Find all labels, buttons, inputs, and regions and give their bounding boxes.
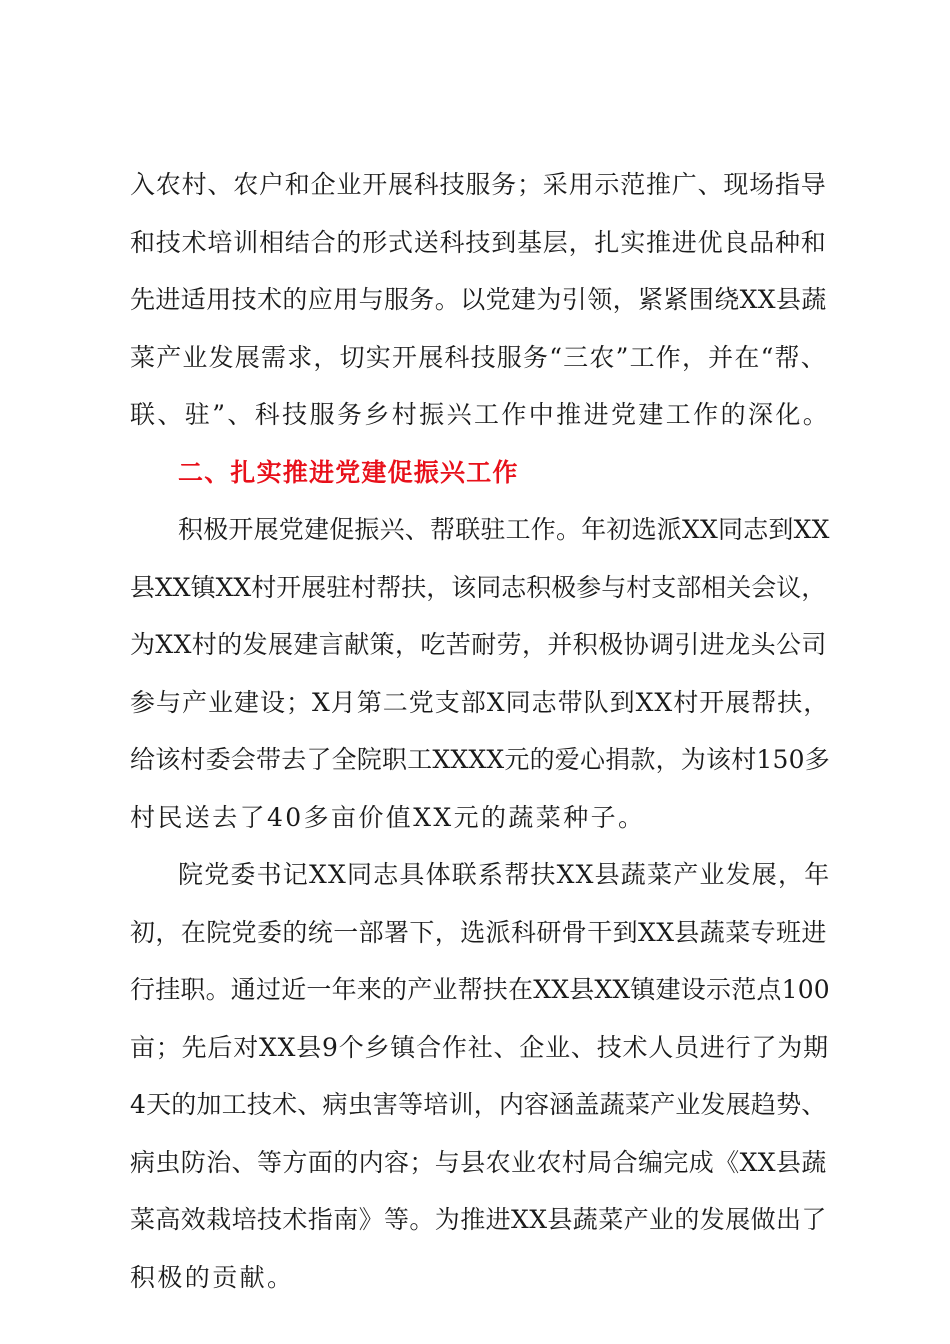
section-heading: 二、扎实推进党建促振兴工作 <box>178 457 519 487</box>
text-line: 积极开展党建促振兴、帮联驻工作。年初选派XX同志到XX <box>178 515 830 544</box>
text-line: 菜高效栽培技术指南》等。为推进XX县蔬菜产业的发展做出了 <box>130 1205 827 1234</box>
text-line: 病虫防治、等方面的内容；与县农业农村局合编完成《XX县蔬 <box>130 1147 827 1177</box>
text-line: 先进适用技术的应用与服务。以党建为引领，紧紧围绕XX县蔬 <box>130 285 827 314</box>
text-line: 联、驻”、科技服务乡村振兴工作中推进党建工作的深化。 <box>130 400 831 429</box>
text-line: 入农村、农户和企业开展科技服务；采用示范推广、现场指导 <box>130 170 827 199</box>
text-line: 菜产业发展需求，切实开展科技服务“三农”工作，并在“帮、 <box>130 342 827 372</box>
text-line: 参与产业建设；X月第二党支部X同志带队到XX村开展帮扶， <box>130 687 830 717</box>
paragraph-2 <box>130 501 830 846</box>
text-line: 行挂职。通过近一年来的产业帮扶在XX县XX镇建设示范点100 <box>130 975 830 1004</box>
text-line: 院党委书记XX同志具体联系帮扶XX县蔬菜产业发展，年 <box>178 860 831 889</box>
text-line: 村民送去了40多亩价值XX元的蔬菜种子。 <box>130 802 646 832</box>
paragraph-3 <box>130 846 830 1306</box>
text-line: 亩；先后对XX县9个乡镇合作社、企业、技术人员进行了为期 <box>130 1032 829 1062</box>
document-body <box>130 156 830 1306</box>
text-line: 4天的加工技术、病虫害等培训，内容涵盖蔬菜产业发展趋势、 <box>130 1090 827 1119</box>
text-line: 为XX村的发展建言献策，吃苦耐劳，并积极协调引进龙头公司 <box>130 630 827 659</box>
text-line: 县XX镇XX村开展驻村帮扶，该同志积极参与村支部相关会议， <box>130 572 827 602</box>
text-line: 初，在院党委的统一部署下，选派科研骨干到XX县蔬菜专班进 <box>130 917 827 947</box>
text-line: 给该村委会带去了全院职工XXXX元的爱心捐款，为该村150多 <box>130 745 830 774</box>
text-line: 积极的贡献。 <box>130 1262 295 1292</box>
paragraph-continued <box>130 156 830 444</box>
text-line: 和技术培训相结合的形式送科技到基层，扎实推进优良品种和 <box>130 227 827 257</box>
